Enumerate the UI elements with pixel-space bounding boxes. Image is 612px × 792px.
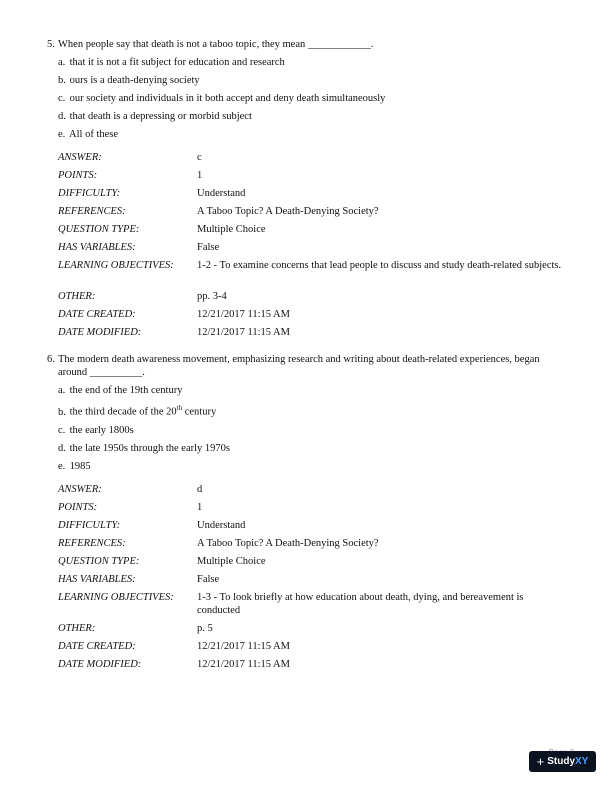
- option-superscript: th: [176, 404, 183, 412]
- option-text: the late 1950s through the early 1970s: [69, 442, 231, 454]
- question-text-line-1: The modern death awareness movement, emphasizing research and writing about death-related experiences, began: [58, 354, 540, 365]
- question-stem: [47, 353, 567, 379]
- option-a: [58, 384, 567, 397]
- meta-value: c: [197, 152, 202, 163]
- meta-value: 12/21/2017 11:15 AM: [197, 658, 290, 670]
- option-c: [58, 424, 567, 437]
- option-d: [58, 110, 567, 123]
- meta-value: 1: [197, 170, 203, 181]
- meta-key: OTHER:: [58, 291, 96, 302]
- option-a: [58, 56, 567, 69]
- option-text: our society and individuals in it both accept and deny death simultaneously: [69, 93, 386, 104]
- meta-key: ANSWER:: [58, 152, 102, 163]
- meta-row-question-type: [58, 555, 567, 573]
- option-text: ours is a death-denying society: [69, 75, 200, 86]
- meta-row-references: [58, 205, 567, 223]
- option-b: [58, 402, 567, 419]
- option-text: the early 1800s: [69, 424, 134, 436]
- meta-value: False: [197, 573, 220, 585]
- studyxy-badge[interactable]: [529, 751, 596, 772]
- meta-value: Understand: [197, 188, 246, 199]
- meta-row-date-modified: [58, 326, 567, 344]
- question-metadata: [58, 151, 567, 344]
- meta-key: LEARNING OBJECTIVES:: [58, 591, 174, 603]
- question-metadata: [58, 483, 567, 676]
- meta-value: Understand: [197, 519, 246, 531]
- meta-key: ANSWER:: [58, 483, 102, 495]
- meta-row-references: [58, 537, 567, 555]
- option-e: [58, 128, 567, 141]
- meta-row-date-modified: [58, 658, 567, 676]
- meta-row-learning-objectives: [58, 591, 567, 622]
- meta-row-points: [58, 169, 567, 187]
- meta-value: pp. 3-4: [197, 291, 227, 302]
- meta-row-points: [58, 501, 567, 519]
- meta-key: LEARNING OBJECTIVES:: [58, 260, 174, 271]
- meta-key: POINTS:: [58, 170, 98, 181]
- option-text: 1985: [69, 460, 91, 472]
- question-5: [47, 38, 567, 344]
- option-letter: e.: [58, 129, 66, 140]
- meta-value: 12/21/2017 11:15 AM: [197, 640, 290, 652]
- option-text: that death is a depressing or morbid subject: [69, 111, 252, 122]
- meta-key: POINTS:: [58, 501, 98, 513]
- meta-row-question-type: [58, 223, 567, 241]
- meta-row-has-variables: [58, 573, 567, 591]
- option-text: the third decade of the 20: [69, 406, 177, 418]
- option-text-end: century: [182, 406, 217, 418]
- meta-row-date-created: [58, 640, 567, 658]
- meta-row-has-variables: [58, 241, 567, 259]
- option-letter: b.: [58, 406, 66, 418]
- meta-key: HAS VARIABLES:: [58, 573, 136, 585]
- meta-value: False: [197, 242, 220, 253]
- meta-key: DATE CREATED:: [58, 309, 136, 320]
- meta-key: DATE CREATED:: [58, 640, 136, 652]
- option-letter: c.: [58, 93, 66, 104]
- meta-value: 1-2 - To examine concerns that lead people to discuss and study death-related subjects.: [197, 260, 562, 271]
- option-text: All of these: [69, 129, 119, 140]
- meta-value: Multiple Choice: [197, 555, 266, 567]
- plus-icon: +: [536, 754, 545, 769]
- meta-key: OTHER:: [58, 622, 96, 634]
- option-c: [58, 92, 567, 105]
- meta-key: REFERENCES:: [58, 206, 126, 217]
- option-b: [58, 74, 567, 87]
- option-text: that it is not a fit subject for education and research: [69, 57, 285, 68]
- meta-row-answer: [58, 151, 567, 169]
- meta-value: d: [197, 483, 203, 495]
- meta-key: QUESTION TYPE:: [58, 555, 140, 567]
- meta-key: HAS VARIABLES:: [58, 242, 136, 253]
- question-number: 5.: [47, 39, 55, 50]
- meta-row-difficulty: [58, 519, 567, 537]
- meta-key: DIFFICULTY:: [58, 519, 121, 531]
- meta-value: p. 5: [197, 622, 213, 634]
- badge-label-xy: XY: [575, 756, 589, 767]
- option-letter: a.: [58, 385, 66, 396]
- question-number: 6.: [47, 354, 55, 365]
- option-letter: d.: [58, 442, 66, 454]
- question-stem: [47, 38, 567, 51]
- meta-key: DATE MODIFIED:: [58, 327, 142, 338]
- meta-key: DATE MODIFIED:: [58, 658, 142, 670]
- question-text: When people say that death is not a taboo topic, they mean ____________.: [58, 39, 374, 50]
- option-letter: e.: [58, 460, 66, 472]
- meta-value: A Taboo Topic? A Death-Denying Society?: [197, 537, 379, 549]
- question-6: [47, 353, 567, 676]
- meta-key: QUESTION TYPE:: [58, 224, 140, 235]
- option-letter: c.: [58, 424, 66, 436]
- option-letter: b.: [58, 75, 66, 86]
- meta-value: 1-3 - To look briefly at how education about death, dying, and bereavement is conducted: [197, 591, 524, 616]
- meta-row-other: [58, 622, 567, 640]
- meta-row-learning-objectives: [58, 259, 567, 290]
- badge-label-study: Study: [547, 756, 576, 767]
- question-text-line-2: around __________.: [58, 367, 145, 378]
- option-letter: d.: [58, 111, 66, 122]
- meta-row-date-created: [58, 308, 567, 326]
- option-text: the end of the 19th century: [69, 385, 183, 396]
- meta-value: 12/21/2017 11:15 AM: [197, 309, 290, 320]
- meta-row-answer: [58, 483, 567, 501]
- meta-value: 1: [197, 501, 203, 513]
- meta-row-other: [58, 290, 567, 308]
- option-e: [58, 460, 567, 473]
- option-letter: a.: [58, 57, 66, 68]
- meta-key: DIFFICULTY:: [58, 188, 121, 199]
- meta-value: A Taboo Topic? A Death-Denying Society?: [197, 206, 379, 217]
- option-d: [58, 442, 567, 455]
- meta-row-difficulty: [58, 187, 567, 205]
- meta-value: Multiple Choice: [197, 224, 266, 235]
- meta-value: 12/21/2017 11:15 AM: [197, 327, 290, 338]
- meta-key: REFERENCES:: [58, 537, 126, 549]
